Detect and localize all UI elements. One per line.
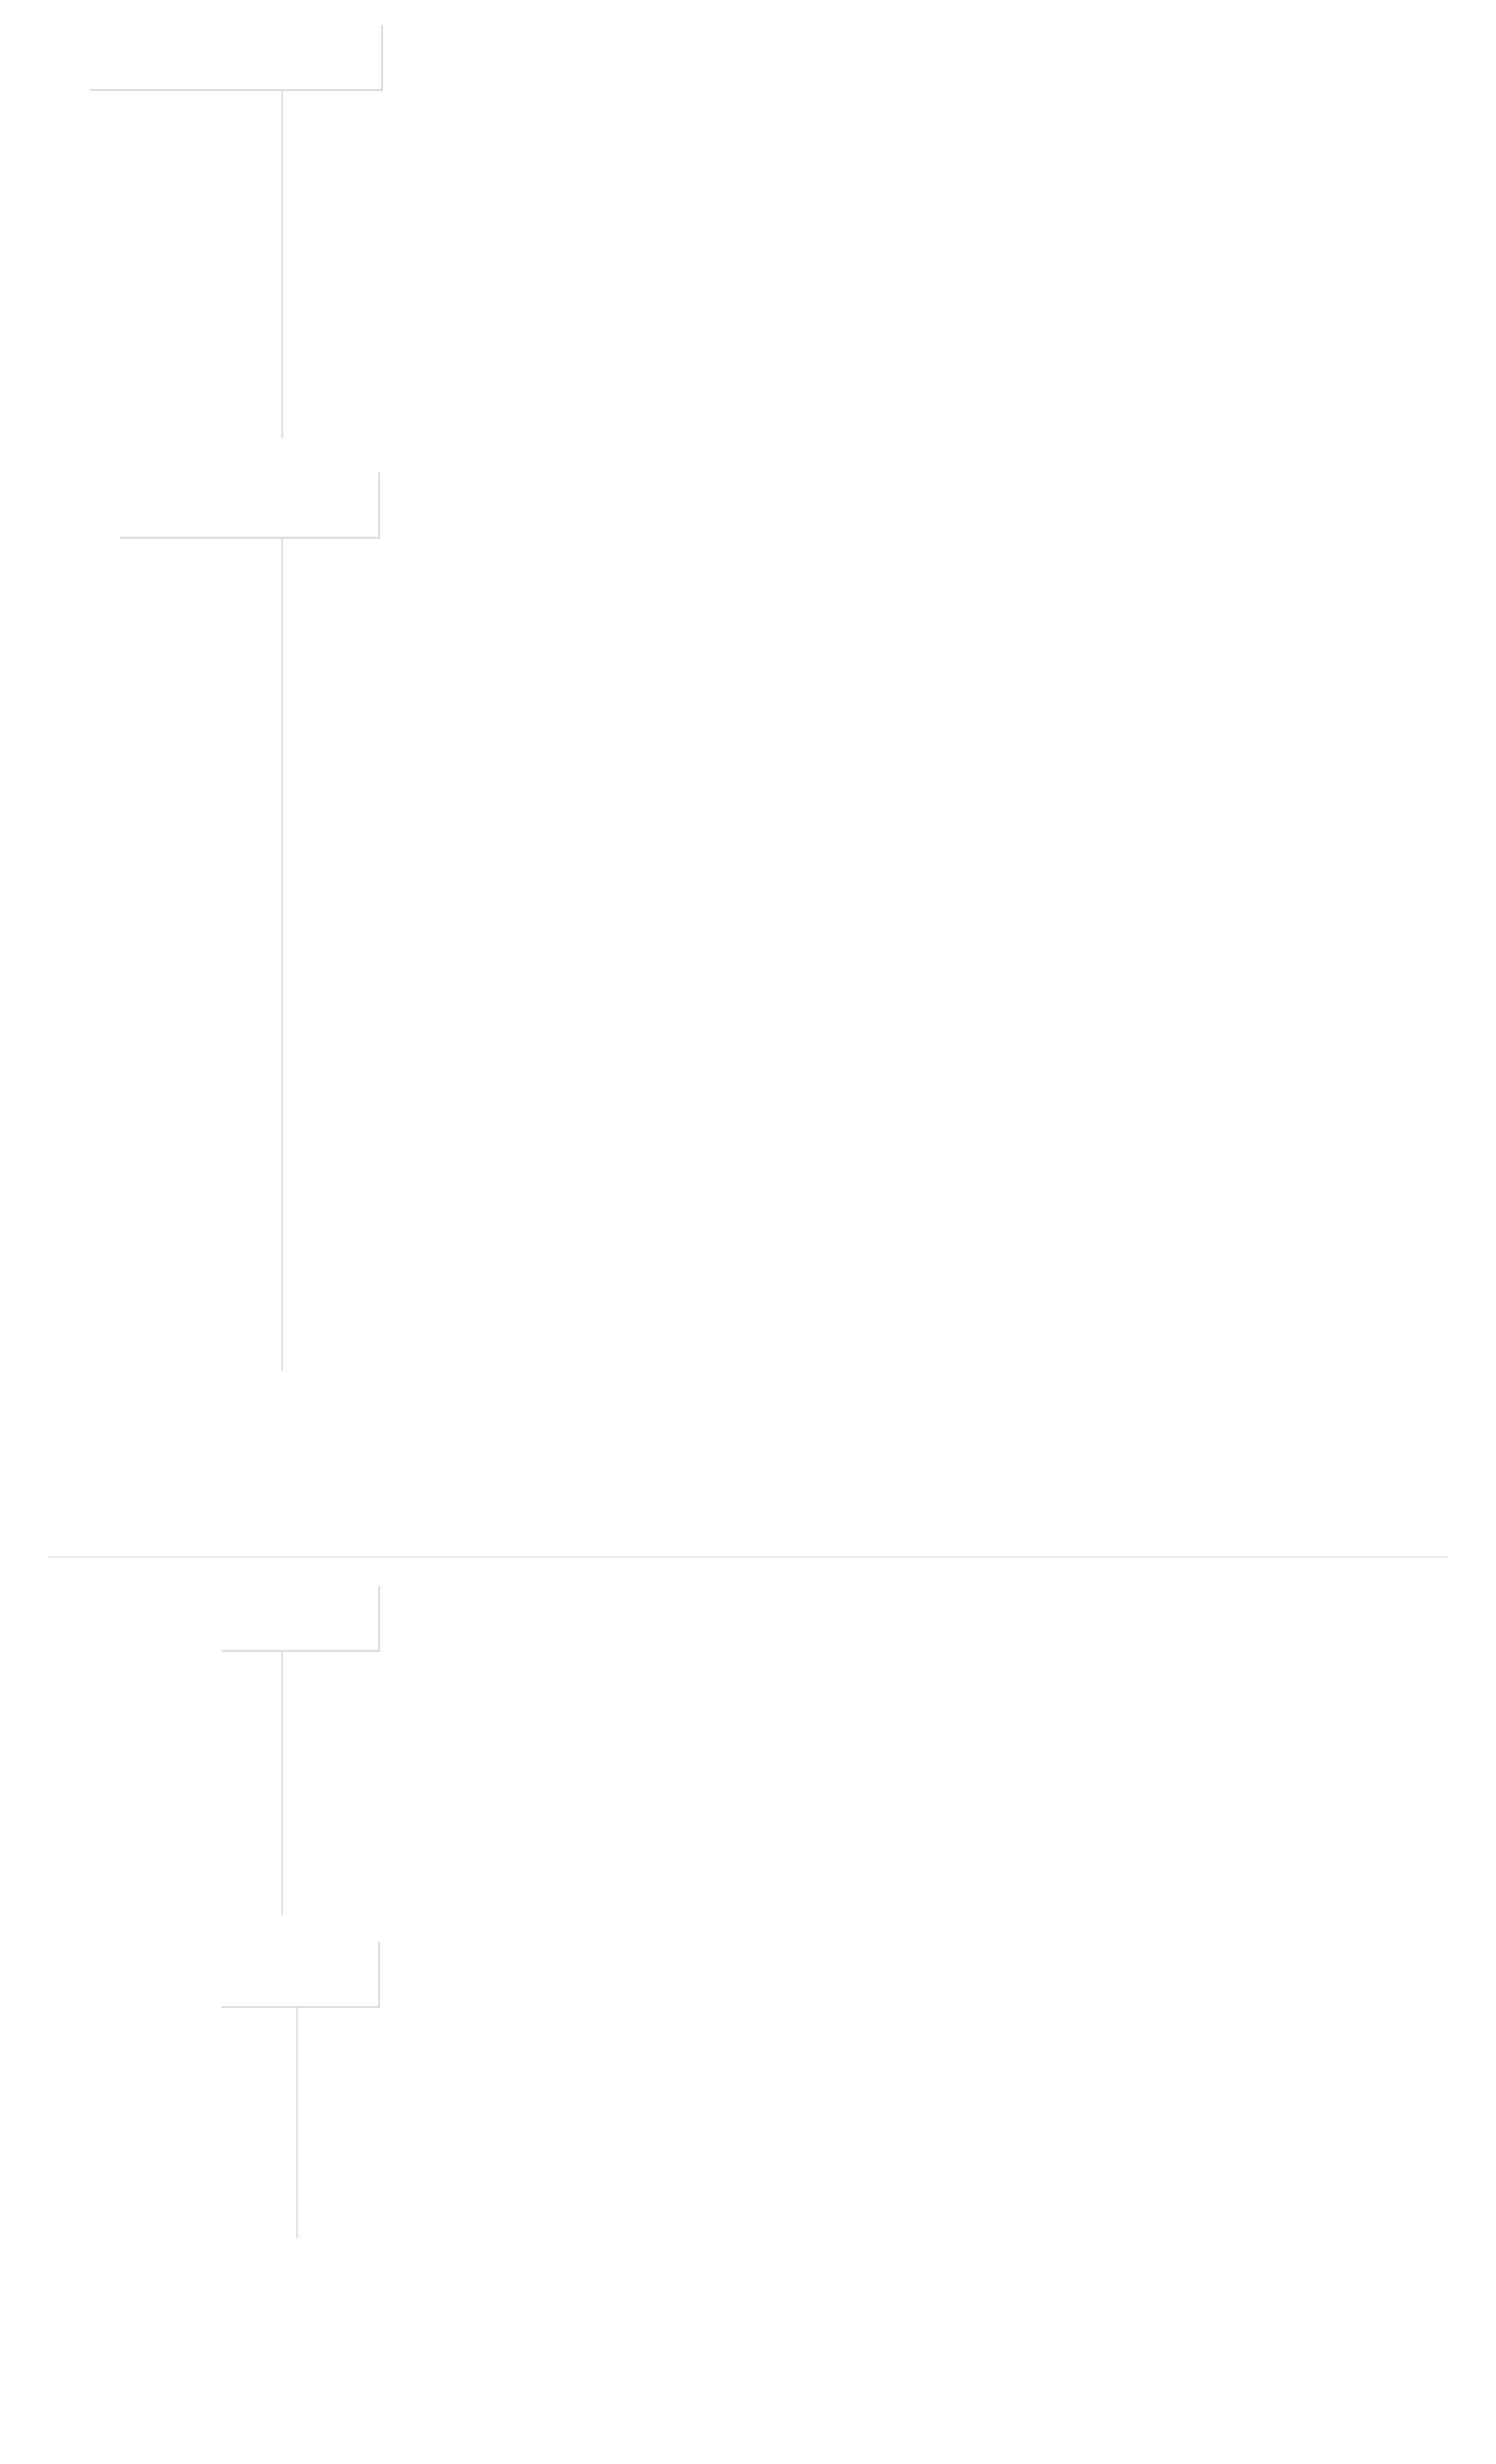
item-name: burrata [169, 363, 275, 396]
item-name: shortrib [163, 1129, 275, 1163]
item-price: 28 [1404, 1131, 1436, 1160]
item-description-line: bacon, fried egg, pickled onions, rocoto cream, herbs | df*, sa, sfa, v* [302, 1785, 1135, 1812]
item-description [302, 1241, 1194, 1279]
item-description-line: passion fruit, seasonal berries, meringue, dulce de leche | gf, v [314, 2085, 1070, 2113]
section-header-other [221, 1586, 380, 1652]
item-description [314, 2193, 1176, 2232]
item-description [302, 272, 1126, 349]
item-description-line: beef tenderloin, aji amarillo, aji panca, oyster sauce, soy sauce, [302, 697, 1067, 724]
item-description-line: house potatoes, white rice | df, sa, sfa [302, 735, 760, 762]
item-description-line: mushroom puree, chimichurri, cilantro | gf [302, 1189, 808, 1217]
allergen-legend: gf - gluten free | df - dairy free | v - vegetarian | va - vegan alternative | * allergen removable [245, 2325, 1251, 2350]
item-description [302, 546, 1060, 623]
allergen-legend: na - nut allergy | sa - soy allergy | sfa - shellfish allergy [452, 2351, 1044, 2375]
item-name: octopus [162, 1073, 275, 1106]
item-description [302, 1013, 1000, 1052]
item-price: 21 [1404, 784, 1436, 813]
item-description-line: beef tenderloin, egg noodles, red onion, tomato, aji panca, oyster sauce, [302, 874, 1176, 901]
item-description [302, 1184, 808, 1222]
item-description-line: octopus, mussels, clam, wild caught prawn, rice, carrots, peas, green onions, [302, 1303, 1227, 1330]
item-description [302, 634, 1129, 673]
item-description-line: risotto, aged sheep's cheese, wild blueberry and wine reduction sauce | gf [302, 1246, 1194, 1274]
item-description [302, 1722, 1217, 1761]
item-name: cheesy crab [101, 1668, 275, 1702]
item-name: salmon [171, 1243, 275, 1277]
section-header-garden [90, 25, 383, 91]
item-name: suspiro limeño [77, 2082, 287, 2116]
section-header-land-sea [120, 473, 380, 539]
item-name: beef "ramen" [83, 782, 275, 816]
item-description-line: cured salmon, spring mix, manchego cheese, red apples, [302, 189, 989, 217]
item-name: "ohs" salad [112, 98, 275, 132]
item-price: 23 [1404, 1074, 1436, 1104]
item-description-line: braised in carmenere, gnocchi, artisan cheese, mushrooms [302, 1132, 1012, 1160]
item-price: 27 [1404, 961, 1436, 990]
item-name: salmon salad [85, 186, 275, 220]
item-description-line: wild caught prawn, alaskan salmon, tiger milk, avocado cream, [302, 552, 1060, 579]
item-name: loaded fries [106, 1782, 275, 1815]
item-description-line: sweet potato puree | gf, sfa [302, 590, 633, 618]
item-description-line: artichoke, tomato confit, crispy prosciutto, olives, fried capers, [302, 101, 1054, 129]
section-title-sweet: sweet [230, 1948, 365, 2000]
item-price: 27 [1404, 1017, 1436, 1047]
item-description-line: grilled watermelon, nectarine in red wine, pesto, tomato confit, pepitas, [302, 366, 1165, 393]
item-price: 16 [1422, 1784, 1454, 1813]
item-description [302, 96, 1054, 172]
item-description [302, 1127, 1012, 1165]
section-divider-land-sea [281, 539, 283, 1371]
item-price: 18 [1422, 1670, 1454, 1699]
section-divider-garden [281, 91, 283, 438]
item-name: beet salad [124, 275, 275, 308]
item-price: 30 [1404, 1302, 1436, 1331]
item-description [302, 184, 988, 260]
logo-restaurant-text: RESTAURANT [983, 1511, 1309, 1539]
item-price: 15 [1404, 277, 1436, 306]
item-name: potato baked [85, 1725, 275, 1758]
item-description-line: pork belly, cilantro rice, roasted corn, carrot, celery, peas, salsa criolla, [302, 1837, 1154, 1864]
item-description [302, 1070, 1096, 1108]
item-name: tres leches [130, 2139, 287, 2173]
gratuity-note: For parties of 6 or more, an automatic gratuity of 20% will be added to the final bill. [491, 1573, 1246, 1594]
item-description-line: apples, dulce de leche crust, creamy white chocolate, grand marnier | v [314, 2199, 1176, 2226]
logo-mark-icon [981, 1371, 1310, 1508]
item-description-line: beef, mozzarella, red wine, tomato, garlic, red onion, lemon, aji amarillo | v* [302, 1728, 1217, 1755]
item-description [302, 1831, 1153, 1908]
item-description-line: peanuts | df, gf, no*, v* [302, 1875, 583, 1903]
item-description-line: confit octopus, olive cream, sweet potato, crispy potatoes | gf, sfa [302, 1075, 1096, 1103]
item-description [314, 2080, 1070, 2118]
item-description [314, 2137, 1113, 2175]
item-price: 32 [1404, 1245, 1436, 1274]
item-name: tiradito [171, 549, 275, 582]
item-description-line: ricotta, dulce de leche crust, raspberries, lime, mint | v [314, 2028, 974, 2056]
item-description-line: chicken chicharron, aji panca, huacatay, milk, peanuts, lime | no*, sa [302, 640, 1129, 667]
item-description-line: vanilla cake, tres leches, meringue, seasonal berries, ice cream | v [314, 2142, 1113, 2170]
section-title-garden: garden fare [104, 31, 368, 83]
item-description-line: golden & red beets, arugula, goat cheese, herbs, berries vinaigrette, [302, 278, 1126, 305]
item-price: 14 [1422, 2027, 1454, 2056]
item-description-line: green onions | df, sa* [302, 824, 560, 851]
item-description [302, 956, 1167, 995]
item-description [302, 1666, 1088, 1704]
item-description-line: aji amarillo, queso fresco, fresh cream queso, cilantro, bread | sfa [302, 1671, 1089, 1699]
item-name: shrimp [176, 959, 275, 992]
item-description-line: soy sauce, cilantro, green onion | sa, sfa [302, 912, 786, 940]
section-divider-other [281, 1652, 283, 1915]
item-name: strip steak [123, 1186, 275, 1220]
item-description [302, 780, 1212, 856]
item-price: 16 [1422, 1727, 1454, 1756]
section-note-sweet: ask server for vegan option [398, 1963, 695, 1988]
item-name: fried rice [147, 1834, 275, 1867]
item-name: lomo saltado [90, 694, 275, 727]
item-description [302, 360, 1164, 437]
item-price: 26 [1404, 695, 1436, 725]
section-title-land-sea: land & sea [123, 479, 365, 530]
section-title-other: other [244, 1592, 365, 1643]
item-description [314, 2023, 974, 2061]
health-warning: your risk of foodborne illness, especially if you have certain medical conditions [416, 2423, 1080, 2442]
item-description [302, 1298, 1227, 1374]
item-name: chicken [166, 637, 275, 670]
item-description-line: quinoa, aji amarillo-honey dressing | gf, v* [302, 227, 812, 255]
item-description-line: seco de carne, egg noodles, bone broth, green beans, cilantro, ajitama egg, [302, 785, 1212, 813]
item-price: 20 [1422, 1836, 1454, 1865]
item-name: torta de ricotta [70, 2025, 287, 2059]
item-price: 18 [1404, 639, 1436, 668]
item-description-line: pistachios | df*, gf, no*, v, va [302, 316, 651, 344]
item-name: lamb [203, 1016, 275, 1049]
health-warning: Consuming raw or undercooked meats, poultry, seafood, shellfish, or eggs may increase [376, 2400, 1120, 2420]
item-description [302, 1779, 1135, 1818]
item-name: chow mein [119, 871, 275, 904]
item-description-line: whipped roquefort, bread | gf*, df*, v* [302, 139, 759, 167]
restaurant-logo [981, 1371, 1310, 1550]
item-description [302, 868, 1176, 945]
item-price: 65 [1404, 1188, 1436, 1217]
item-description-line: fried shallot, prosciutto, cassis reduction | gf*, v* [302, 404, 888, 432]
item-name: pecan tart [138, 2196, 287, 2229]
item-description-line: cilantro | df, gf, sfa [302, 1341, 528, 1369]
item-price: 26 [1404, 873, 1436, 902]
menu-title: day end menu [186, 1427, 704, 1511]
item-name: peruvian seafood rice [99, 1299, 275, 1368]
item-price: 12 [1422, 2084, 1454, 2113]
item-description-line: braised lamb, corn, cilantro, pickled onion, aji amarillo | gf [302, 1019, 1001, 1046]
item-price: 18 [1404, 188, 1436, 217]
item-description [302, 691, 1067, 768]
item-price: 18 [1404, 100, 1436, 129]
item-price: 18 [1404, 364, 1436, 394]
section-header-sweet [221, 1942, 380, 2008]
team-credits: the team | Aaron Foster | Hallie Jones | chef Shon Foster | executive chef Sergio Medel [206, 2262, 1290, 2292]
section-divider-sweet [296, 2008, 298, 2238]
item-description-line: wild caught prawn, spaghetti, aji amarillo, smoked carrot ponzu | sa, sfa [302, 962, 1167, 989]
item-price: 12 [1422, 2141, 1454, 2170]
item-price: 20 [1404, 551, 1436, 580]
horizontal-divider [48, 1556, 1448, 1558]
menu-subtitle: regional americas restaurant | social plates dining [99, 1505, 880, 1541]
item-price: 12 [1422, 2198, 1454, 2227]
